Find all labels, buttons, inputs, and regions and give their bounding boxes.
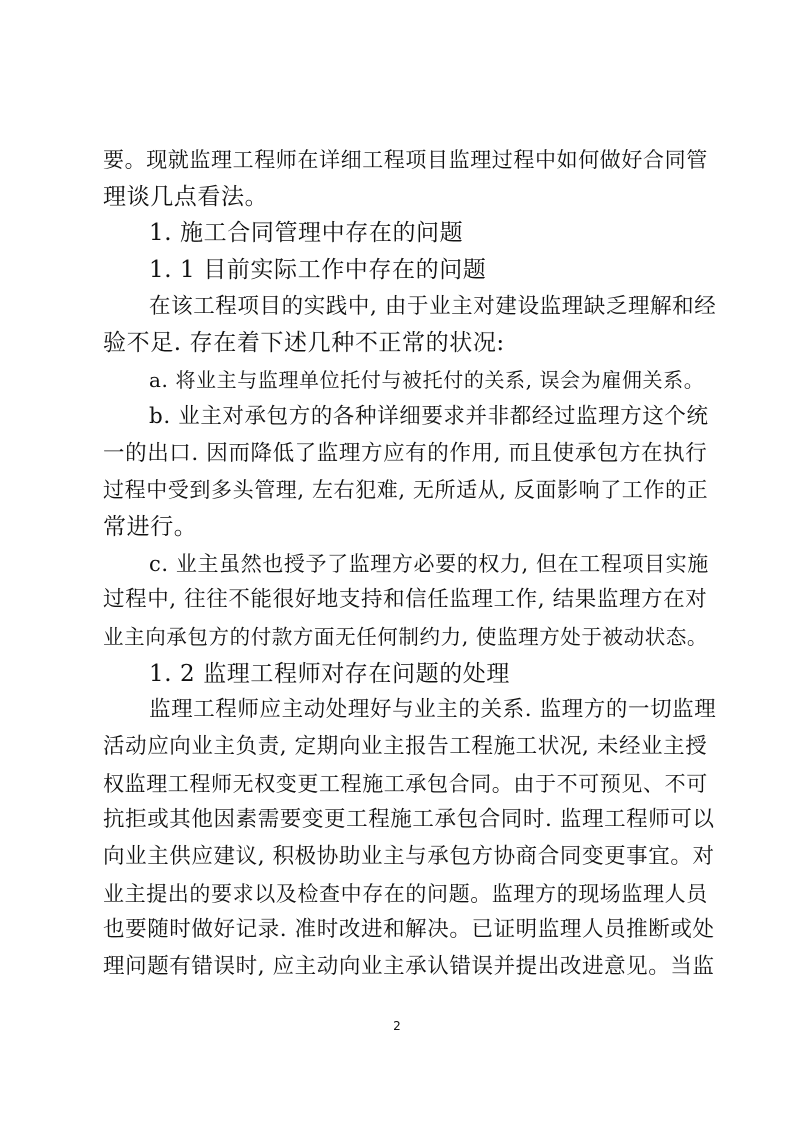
- body-line: 业主提出的要求以及检查中存在的问题。监理方的现场监理人员: [103, 881, 708, 906]
- body-line: 过程中受到多头管理, 左右犯难, 无所适从, 反面影响了工作的正: [103, 478, 709, 503]
- document-body: [103, 142, 717, 986]
- body-line: 验不足. 存在着下述几种不正常的状况:: [103, 330, 505, 357]
- subsection-heading: 1. 1 目前实际工作中存在的问题: [149, 257, 487, 284]
- body-line: 业主向承包方的付款方面无任何制约力, 使监理方处于被动状态。: [103, 624, 709, 649]
- subsection-heading: 1. 2 监理工程师对存在问题的处理: [149, 660, 510, 687]
- body-line: 权监理工程师无权变更工程施工承包合同。由于不可预见、不可: [103, 771, 708, 796]
- paragraph-start: 监理工程师应主动处理好与业主的关系. 监理方的一切监理: [149, 697, 717, 723]
- list-item-b: b. 业主对承包方的各种详细要求并非都经过监理方这个统: [149, 403, 709, 429]
- body-line: 也要随时做好记录. 准时改进和解决。已证明监理人员推断或处: [103, 917, 715, 943]
- body-line: 一的出口. 因而降低了监理方应有的作用, 而且使承包方在执行: [103, 440, 708, 466]
- body-line: 抗拒或其他因素需要变更工程施工承包合同时. 监理工程师可以: [103, 807, 715, 833]
- list-item-c: c. 业主虽然也授予了监理方必要的权力, 但在工程项目实施: [149, 551, 709, 576]
- body-line: 向业主供应建议, 积极协助业主与承包方协商合同变更事宜。对: [103, 844, 715, 870]
- body-line: 理问题有错误时, 应主动向业主承认错误并提出改进意见。当监: [103, 954, 715, 980]
- section-heading: 1. 施工合同管理中存在的问题: [149, 220, 464, 247]
- list-item-a: a. 将业主与监理单位托付与被托付的关系, 误会为雇佣关系。: [149, 368, 705, 393]
- body-line: 活动应向业主负责, 定期向业主报告工程施工状况, 未经业主授: [103, 734, 708, 759]
- body-line: 过程中, 往往不能很好地支持和信任监理工作, 结果监理方在对: [103, 587, 708, 613]
- body-line: 理谈几点看法。: [103, 183, 269, 210]
- body-line: 常进行。: [103, 513, 198, 540]
- page-number: 2: [393, 1019, 401, 1033]
- body-line: 要。现就监理工程师在详细工程项目监理过程中如何做好合同管: [103, 148, 708, 172]
- paragraph-start: 在该工程项目的实践中, 由于业主对建设监理缺乏理解和经: [149, 293, 717, 319]
